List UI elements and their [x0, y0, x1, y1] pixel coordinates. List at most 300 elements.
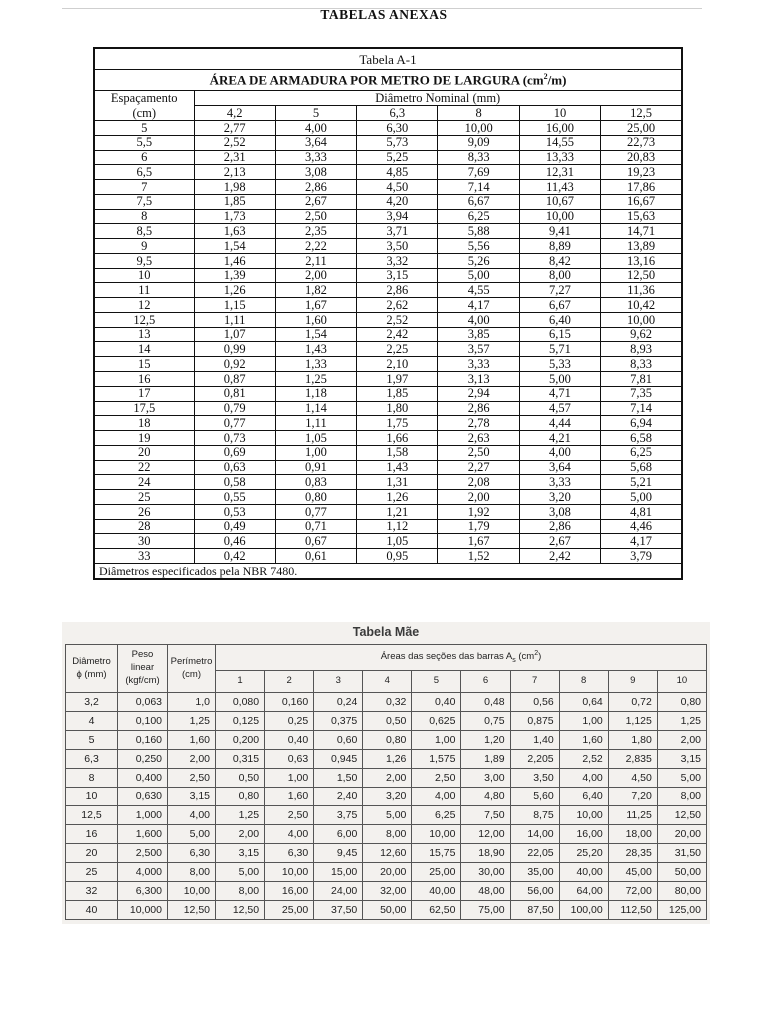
area-cell: 10,67	[519, 194, 600, 209]
area-cell: 7,35	[601, 386, 682, 401]
section-area-cell: 10,00	[265, 863, 314, 882]
section-area-cell: 1,89	[461, 749, 510, 768]
diameter-header-cell: 8	[438, 106, 519, 121]
section-area-cell: 4,00	[559, 768, 608, 787]
spacing-cell: 14	[94, 342, 194, 357]
spacing-cell: 26	[94, 504, 194, 519]
section-area-cell: 11,25	[608, 806, 657, 825]
section-area-cell: 8,00	[216, 882, 265, 901]
area-cell: 2,62	[357, 298, 438, 313]
area-cell: 0,58	[194, 475, 275, 490]
area-cell: 1,73	[194, 209, 275, 224]
area-cell: 1,92	[438, 504, 519, 519]
area-cell: 3,32	[357, 253, 438, 268]
table-row	[94, 386, 682, 401]
section-area-cell: 0,875	[510, 711, 559, 730]
area-cell: 1,54	[275, 327, 356, 342]
table-row	[66, 693, 707, 712]
area-cell: 0,80	[275, 490, 356, 505]
table-row	[66, 900, 707, 919]
spacing-cell: 30	[94, 534, 194, 549]
section-area-cell: 62,50	[412, 900, 461, 919]
peso-header	[118, 645, 168, 693]
section-area-cell: 3,00	[461, 768, 510, 787]
area-cell: 6,94	[601, 416, 682, 431]
perimeter-cell: 2,50	[168, 768, 216, 787]
table-row	[66, 863, 707, 882]
section-area-cell: 0,60	[314, 730, 363, 749]
area-cell: 2,22	[275, 239, 356, 254]
section-area-cell: 0,080	[216, 693, 265, 712]
area-cell: 0,61	[275, 549, 356, 564]
area-cell: 2,50	[438, 445, 519, 460]
section-area-cell: 0,80	[363, 730, 412, 749]
diametro-unit: ϕ (mm)	[76, 668, 107, 680]
section-area-cell: 18,90	[461, 844, 510, 863]
section-area-cell: 1,80	[608, 730, 657, 749]
area-cell: 4,46	[601, 519, 682, 534]
table-a1-footnote: Diâmetros especificados pela NBR 7480.	[94, 564, 682, 580]
diameter-cell: 4	[66, 711, 118, 730]
area-cell: 3,08	[519, 504, 600, 519]
spacing-cell: 8	[94, 209, 194, 224]
area-cell: 3,13	[438, 372, 519, 387]
table-row	[94, 534, 682, 549]
area-cell: 1,97	[357, 372, 438, 387]
section-area-cell: 0,50	[216, 768, 265, 787]
perimeter-cell: 1,25	[168, 711, 216, 730]
diameter-cell: 6,3	[66, 749, 118, 768]
table-a1-caption: Tabela A-1	[94, 48, 682, 70]
diameter-header-cell: 12,5	[601, 106, 682, 121]
area-cell: 5,56	[438, 239, 519, 254]
tabela-mae-title: Tabela Mãe	[352, 625, 420, 639]
area-cell: 9,62	[601, 327, 682, 342]
section-area-cell: 9,45	[314, 844, 363, 863]
table-row	[94, 268, 682, 283]
areas-sub: s	[512, 657, 516, 665]
area-cell: 0,92	[194, 357, 275, 372]
spacing-cell: 17,5	[94, 401, 194, 416]
section-area-cell: 7,50	[461, 806, 510, 825]
page-title: TABELAS ANEXAS	[320, 7, 448, 22]
area-cell: 8,42	[519, 253, 600, 268]
areas-label: Áreas das seções das barras A	[380, 651, 513, 663]
spacing-cell: 5	[94, 121, 194, 136]
area-cell: 0,83	[275, 475, 356, 490]
area-cell: 6,67	[519, 298, 600, 313]
area-cell: 4,21	[519, 431, 600, 446]
area-cell: 13,16	[601, 253, 682, 268]
area-cell: 0,95	[357, 549, 438, 564]
area-cell: 1,98	[194, 180, 275, 195]
section-area-cell: 12,50	[657, 806, 706, 825]
area-cell: 1,11	[275, 416, 356, 431]
table-row	[94, 312, 682, 327]
area-cell: 16,67	[601, 194, 682, 209]
spacing-cell: 9,5	[94, 253, 194, 268]
area-cell: 14,71	[601, 224, 682, 239]
area-cell: 12,50	[601, 268, 682, 283]
spacing-cell: 7	[94, 180, 194, 195]
section-area-cell: 1,40	[510, 730, 559, 749]
area-cell: 8,93	[601, 342, 682, 357]
table-row	[94, 283, 682, 298]
area-cell: 1,15	[194, 298, 275, 313]
section-area-cell: 0,64	[559, 693, 608, 712]
area-cell: 3,71	[357, 224, 438, 239]
area-cell: 2,08	[438, 475, 519, 490]
area-cell: 5,00	[601, 490, 682, 505]
area-cell: 3,64	[519, 460, 600, 475]
bar-count-cell: 3	[314, 671, 363, 693]
diameter-cell: 32	[66, 882, 118, 901]
spacing-cell: 6,5	[94, 165, 194, 180]
area-cell: 2,86	[519, 519, 600, 534]
area-cell: 4,55	[438, 283, 519, 298]
table-row	[94, 194, 682, 209]
area-cell: 25,00	[601, 121, 682, 136]
area-cell: 2,77	[194, 121, 275, 136]
table-row	[94, 401, 682, 416]
section-area-cell: 2,52	[559, 749, 608, 768]
section-area-cell: 18,00	[608, 825, 657, 844]
table-row	[94, 253, 682, 268]
area-cell: 0,99	[194, 342, 275, 357]
bar-count-cell: 6	[461, 671, 510, 693]
area-cell: 0,63	[194, 460, 275, 475]
section-area-cell: 8,00	[657, 787, 706, 806]
table-a1-heading-sup: 2	[543, 72, 548, 82]
diameter-cell: 25	[66, 863, 118, 882]
table-row	[94, 121, 682, 136]
table-row	[94, 209, 682, 224]
section-area-cell: 4,00	[412, 787, 461, 806]
area-cell: 0,69	[194, 445, 275, 460]
area-cell: 3,57	[438, 342, 519, 357]
spacing-cell: 20	[94, 445, 194, 460]
weight-cell: 0,100	[118, 711, 168, 730]
area-cell: 0,77	[194, 416, 275, 431]
section-area-cell: 22,05	[510, 844, 559, 863]
area-cell: 3,08	[275, 165, 356, 180]
area-cell: 9,41	[519, 224, 600, 239]
weight-cell: 4,000	[118, 863, 168, 882]
weight-cell: 1,600	[118, 825, 168, 844]
tabela-mae-body	[66, 693, 707, 920]
area-cell: 0,67	[275, 534, 356, 549]
area-cell: 3,94	[357, 209, 438, 224]
perimeter-cell: 2,00	[168, 749, 216, 768]
table-row	[94, 135, 682, 150]
section-area-cell: 12,50	[216, 900, 265, 919]
weight-cell: 0,250	[118, 749, 168, 768]
table-a1-body	[94, 121, 682, 564]
section-area-cell: 0,75	[461, 711, 510, 730]
perimetro-header	[168, 645, 216, 693]
area-cell: 19,23	[601, 165, 682, 180]
area-cell: 3,33	[519, 475, 600, 490]
section-area-cell: 56,00	[510, 882, 559, 901]
area-cell: 7,69	[438, 165, 519, 180]
area-cell: 1,67	[438, 534, 519, 549]
areas-header	[216, 645, 707, 671]
area-cell: 0,77	[275, 504, 356, 519]
section-area-cell: 0,40	[412, 693, 461, 712]
section-area-cell: 0,25	[265, 711, 314, 730]
area-cell: 4,44	[519, 416, 600, 431]
area-cell: 7,14	[601, 401, 682, 416]
table-row	[94, 239, 682, 254]
section-area-cell: 80,00	[657, 882, 706, 901]
area-cell: 4,85	[357, 165, 438, 180]
area-cell: 1,39	[194, 268, 275, 283]
perimeter-cell: 6,30	[168, 844, 216, 863]
area-cell: 9,09	[438, 135, 519, 150]
diameter-cell: 10	[66, 787, 118, 806]
area-cell: 6,40	[519, 312, 600, 327]
section-area-cell: 4,80	[461, 787, 510, 806]
section-area-cell: 10,00	[412, 825, 461, 844]
spacing-cell: 9	[94, 239, 194, 254]
table-row	[94, 327, 682, 342]
perimeter-cell: 8,00	[168, 863, 216, 882]
weight-cell: 2,500	[118, 844, 168, 863]
area-cell: 10,00	[438, 121, 519, 136]
area-cell: 12,31	[519, 165, 600, 180]
table-row	[94, 372, 682, 387]
area-cell: 2,52	[357, 312, 438, 327]
table-row	[94, 490, 682, 505]
area-cell: 2,00	[438, 490, 519, 505]
perimetro-unit: (cm)	[182, 668, 201, 680]
bar-count-cell: 8	[559, 671, 608, 693]
tabela-mae-panel	[62, 622, 710, 924]
section-area-cell: 4,00	[265, 825, 314, 844]
area-cell: 1,12	[357, 519, 438, 534]
section-area-cell: 37,50	[314, 900, 363, 919]
section-area-cell: 25,00	[265, 900, 314, 919]
table-row	[94, 180, 682, 195]
section-area-cell: 4,50	[608, 768, 657, 787]
espacamento-unit: (cm)	[94, 106, 194, 121]
diameter-header-cell: 10	[519, 106, 600, 121]
area-cell: 10,00	[519, 209, 600, 224]
section-area-cell: 0,80	[216, 787, 265, 806]
section-area-cell: 0,72	[608, 693, 657, 712]
section-area-cell: 5,60	[510, 787, 559, 806]
section-area-cell: 5,00	[363, 806, 412, 825]
area-cell: 1,60	[275, 312, 356, 327]
areas-sup: 2	[534, 650, 539, 658]
area-cell: 3,85	[438, 327, 519, 342]
diametro-header	[66, 645, 118, 693]
perimeter-cell: 12,50	[168, 900, 216, 919]
section-area-cell: 1,60	[265, 787, 314, 806]
section-area-cell: 30,00	[461, 863, 510, 882]
area-cell: 4,00	[438, 312, 519, 327]
section-area-cell: 50,00	[657, 863, 706, 882]
table-row	[94, 519, 682, 534]
section-area-cell: 6,00	[314, 825, 363, 844]
area-cell: 1,05	[275, 431, 356, 446]
area-cell: 6,30	[357, 121, 438, 136]
section-area-cell: 2,50	[412, 768, 461, 787]
section-area-cell: 1,25	[216, 806, 265, 825]
area-cell: 11,36	[601, 283, 682, 298]
area-cell: 5,00	[438, 268, 519, 283]
area-cell: 0,87	[194, 372, 275, 387]
area-cell: 1,80	[357, 401, 438, 416]
section-area-cell: 5,00	[657, 768, 706, 787]
table-row	[66, 711, 707, 730]
section-area-cell: 1,125	[608, 711, 657, 730]
section-area-cell: 16,00	[559, 825, 608, 844]
section-area-cell: 87,50	[510, 900, 559, 919]
area-cell: 13,33	[519, 150, 600, 165]
diameter-cell: 5	[66, 730, 118, 749]
table-row	[66, 787, 707, 806]
area-cell: 6,25	[438, 209, 519, 224]
area-cell: 2,42	[357, 327, 438, 342]
section-area-cell: 5,00	[216, 863, 265, 882]
area-cell: 4,00	[275, 121, 356, 136]
section-area-cell: 25,20	[559, 844, 608, 863]
section-area-cell: 50,00	[363, 900, 412, 919]
section-area-cell: 0,50	[363, 711, 412, 730]
spacing-cell: 6	[94, 150, 194, 165]
section-area-cell: 45,00	[608, 863, 657, 882]
spacing-cell: 22	[94, 460, 194, 475]
area-cell: 8,00	[519, 268, 600, 283]
section-area-cell: 3,15	[216, 844, 265, 863]
section-area-cell: 12,60	[363, 844, 412, 863]
area-cell: 1,82	[275, 283, 356, 298]
table-row	[94, 445, 682, 460]
spacing-cell: 10	[94, 268, 194, 283]
perimeter-cell: 4,00	[168, 806, 216, 825]
section-area-cell: 0,315	[216, 749, 265, 768]
perimeter-cell: 1,0	[168, 693, 216, 712]
section-area-cell: 25,00	[412, 863, 461, 882]
area-cell: 6,15	[519, 327, 600, 342]
area-cell: 0,49	[194, 519, 275, 534]
area-cell: 2,94	[438, 386, 519, 401]
area-cell: 2,25	[357, 342, 438, 357]
section-area-cell: 35,00	[510, 863, 559, 882]
weight-cell: 10,000	[118, 900, 168, 919]
table-row	[66, 768, 707, 787]
spacing-cell: 5,5	[94, 135, 194, 150]
area-cell: 5,25	[357, 150, 438, 165]
table-row	[66, 730, 707, 749]
peso-label-2: linear	[130, 662, 155, 674]
area-cell: 2,63	[438, 431, 519, 446]
area-cell: 1,33	[275, 357, 356, 372]
section-area-cell: 6,30	[265, 844, 314, 863]
area-cell: 3,15	[357, 268, 438, 283]
area-cell: 5,73	[357, 135, 438, 150]
area-cell: 7,14	[438, 180, 519, 195]
area-cell: 3,33	[438, 357, 519, 372]
area-cell: 2,35	[275, 224, 356, 239]
area-cell: 1,75	[357, 416, 438, 431]
section-area-cell: 0,48	[461, 693, 510, 712]
spacing-cell: 18	[94, 416, 194, 431]
diametro-nominal-header: Diâmetro Nominal (mm)	[194, 91, 682, 106]
section-area-cell: 15,75	[412, 844, 461, 863]
area-cell: 8,33	[438, 150, 519, 165]
table-row	[94, 357, 682, 372]
area-cell: 5,71	[519, 342, 600, 357]
weight-cell: 0,630	[118, 787, 168, 806]
area-cell: 2,86	[275, 180, 356, 195]
section-area-cell: 0,160	[265, 693, 314, 712]
table-row	[94, 549, 682, 564]
area-cell: 0,53	[194, 504, 275, 519]
area-cell: 1,52	[438, 549, 519, 564]
area-cell: 2,67	[275, 194, 356, 209]
area-cell: 1,67	[275, 298, 356, 313]
area-cell: 0,42	[194, 549, 275, 564]
table-a1-heading-text: ÁREA DE ARMADURA POR METRO DE LARGURA (cm	[209, 72, 544, 88]
area-cell: 4,20	[357, 194, 438, 209]
section-area-cell: 16,00	[265, 882, 314, 901]
section-area-cell: 0,40	[265, 730, 314, 749]
diameter-cell: 20	[66, 844, 118, 863]
area-cell: 2,52	[194, 135, 275, 150]
area-cell: 20,83	[601, 150, 682, 165]
area-cell: 1,79	[438, 519, 519, 534]
area-cell: 4,17	[601, 534, 682, 549]
section-area-cell: 2,835	[608, 749, 657, 768]
perimeter-cell: 5,00	[168, 825, 216, 844]
section-area-cell: 2,205	[510, 749, 559, 768]
area-cell: 3,79	[601, 549, 682, 564]
area-cell: 6,67	[438, 194, 519, 209]
area-cell: 4,17	[438, 298, 519, 313]
table-a1-heading	[94, 70, 682, 91]
section-area-cell: 8,00	[363, 825, 412, 844]
area-cell: 2,27	[438, 460, 519, 475]
bar-count-cell: 1	[216, 671, 265, 693]
table-row	[94, 165, 682, 180]
table-row	[94, 224, 682, 239]
area-cell: 8,89	[519, 239, 600, 254]
area-cell: 4,57	[519, 401, 600, 416]
area-cell: 15,63	[601, 209, 682, 224]
area-cell: 2,50	[275, 209, 356, 224]
perimeter-cell: 3,15	[168, 787, 216, 806]
area-cell: 1,25	[275, 372, 356, 387]
area-cell: 2,31	[194, 150, 275, 165]
diametro-label: Diâmetro	[72, 655, 111, 667]
espacamento-header: Espaçamento	[110, 91, 178, 105]
area-cell: 0,81	[194, 386, 275, 401]
diameter-cell: 12,5	[66, 806, 118, 825]
section-area-cell: 0,375	[314, 711, 363, 730]
area-cell: 2,42	[519, 549, 600, 564]
area-cell: 1,14	[275, 401, 356, 416]
diameter-cell: 40	[66, 900, 118, 919]
area-cell: 0,79	[194, 401, 275, 416]
bar-count-cell: 9	[608, 671, 657, 693]
diameter-header-cell: 5	[275, 106, 356, 121]
spacing-cell: 33	[94, 549, 194, 564]
section-area-cell: 0,56	[510, 693, 559, 712]
tabela-mae	[65, 644, 707, 920]
area-cell: 1,46	[194, 253, 275, 268]
